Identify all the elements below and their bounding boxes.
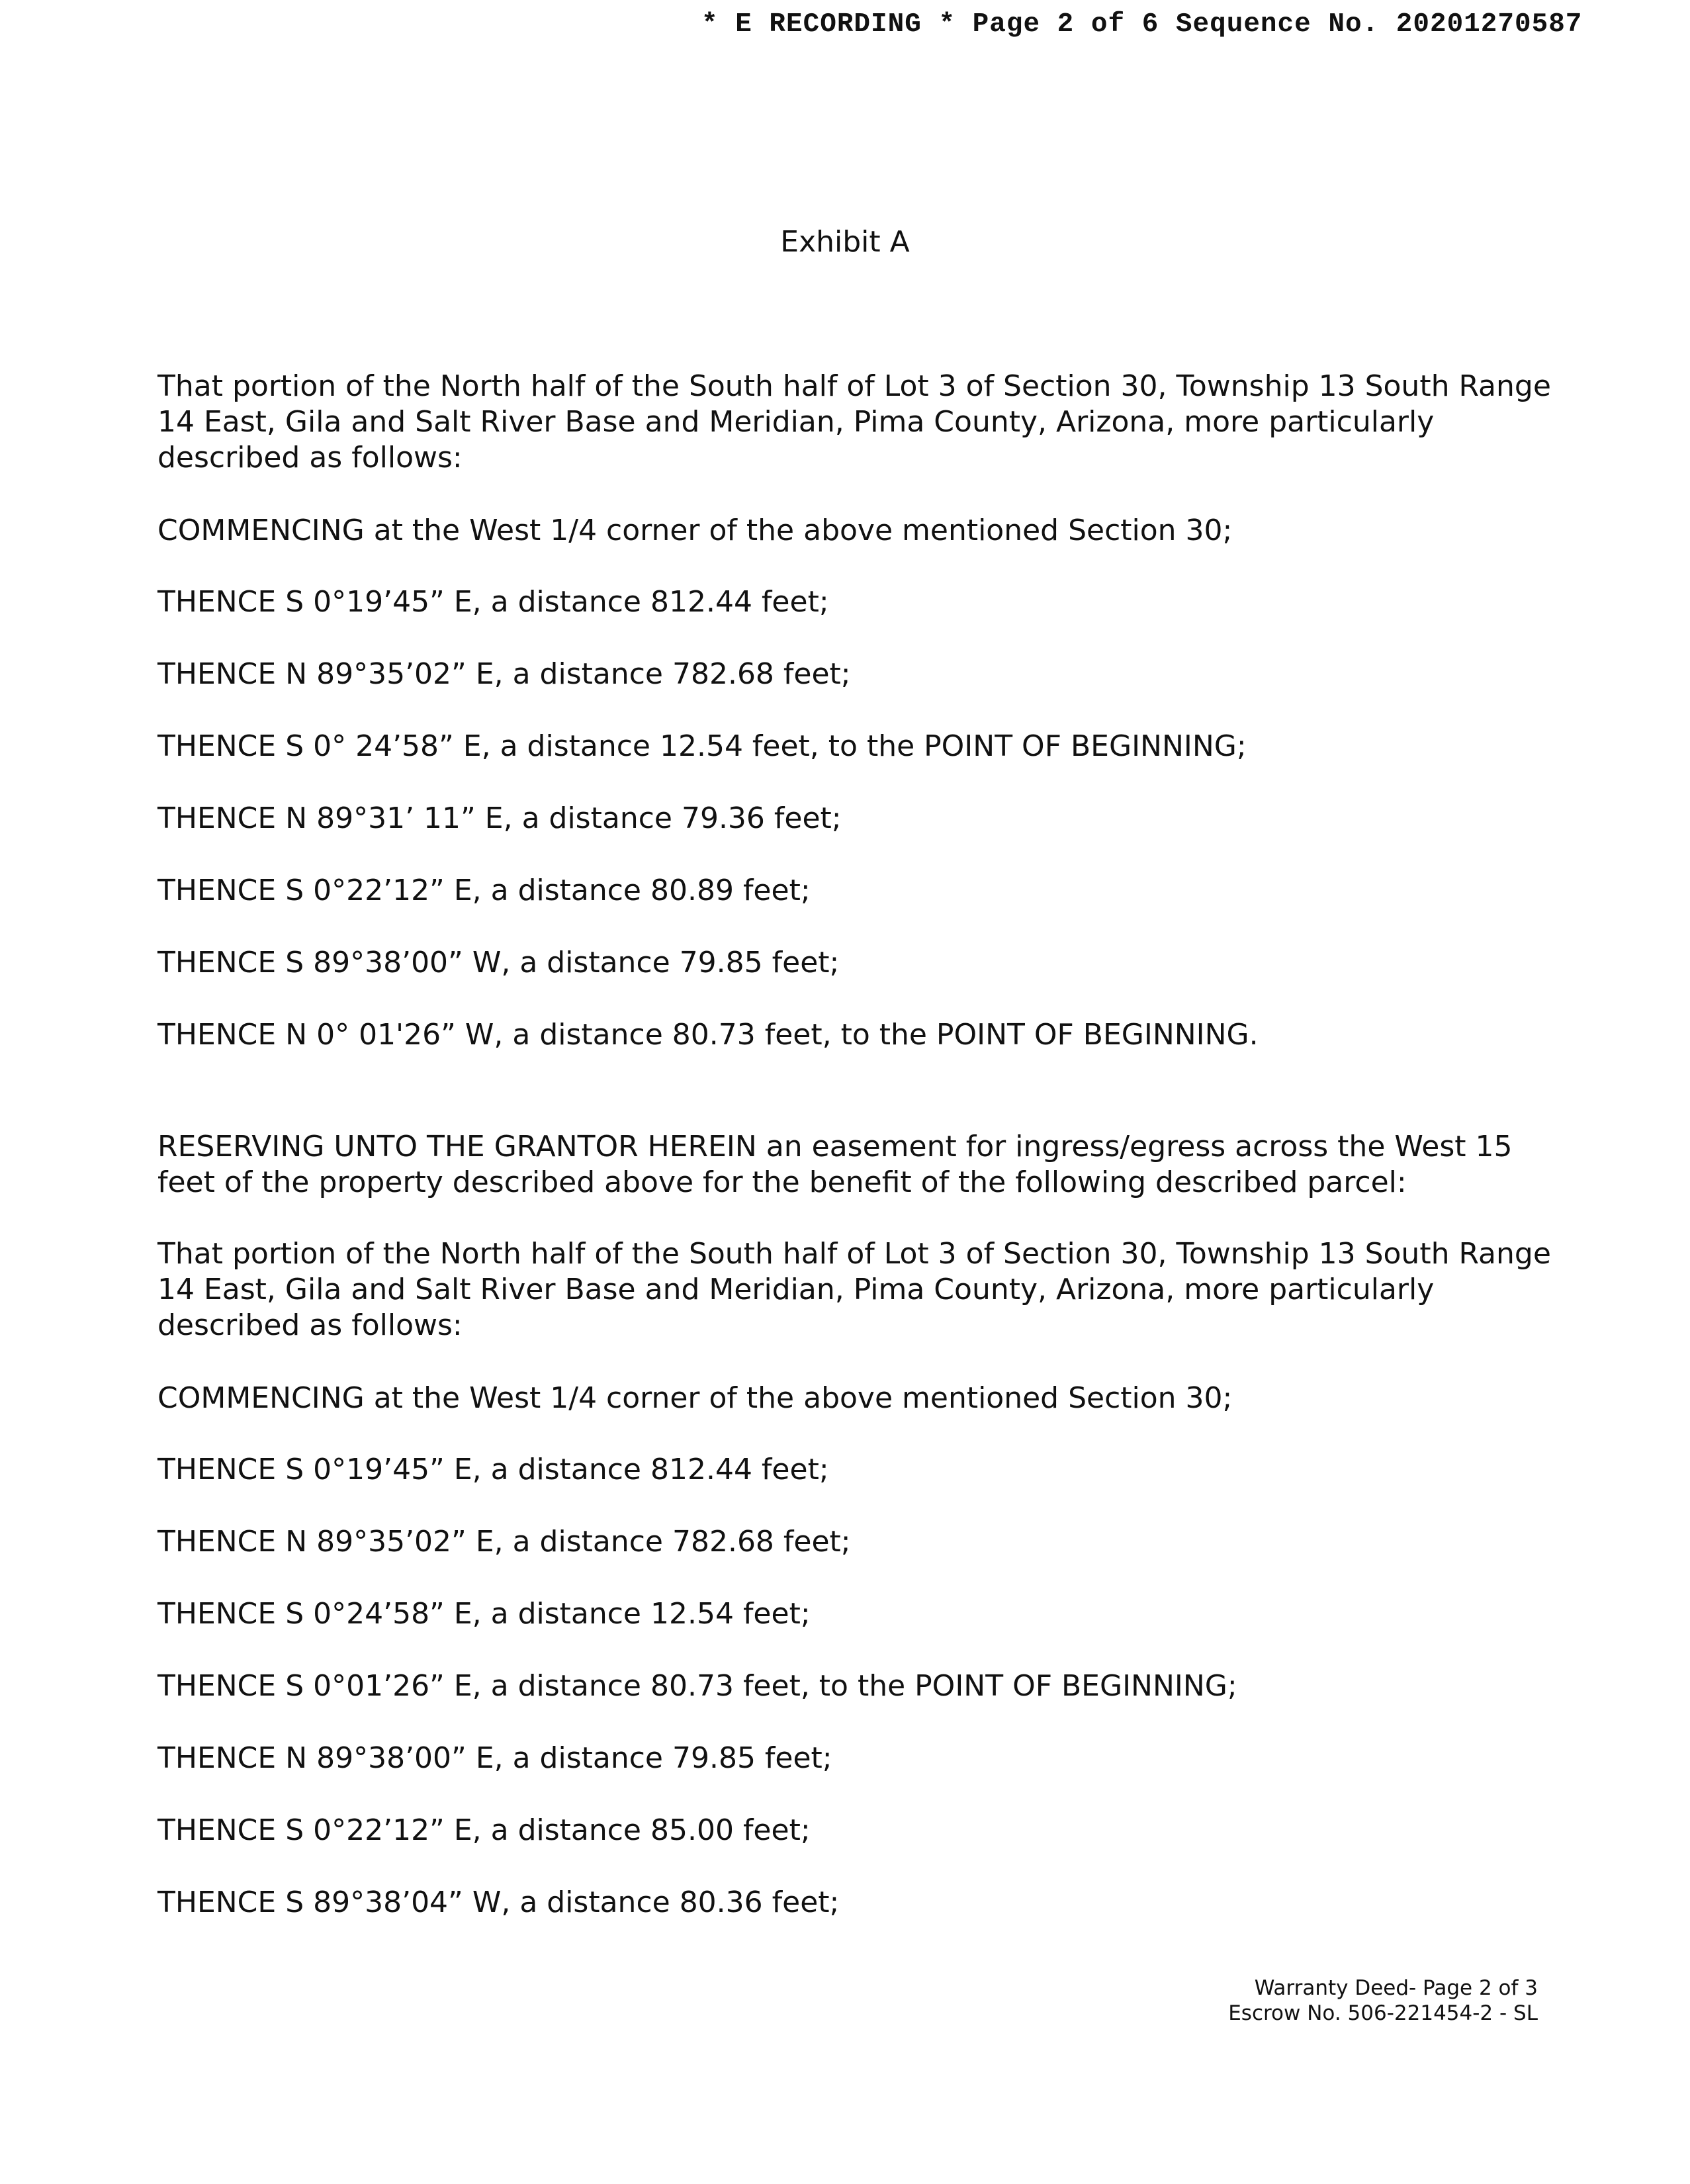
- parcel-1-call-4: THENCE N 89°31’ 11” E, a distance 79.36 feet;: [157, 801, 842, 835]
- parcel-1-description: That portion of the North half of the South half of Lot 3 of Section 30, Township 13 South Range 14 East, Gila and Salt River Base and Meridian, Pima County, Arizona, more particularly described as follows:: [157, 369, 1551, 475]
- parcel-1-call-1: THENCE S 0°19’45” E, a distance 812.44 feet;: [157, 585, 829, 619]
- easement-reservation: RESERVING UNTO THE GRANTOR HEREIN an easement for ingress/egress across the West 15 feet of the property described above for the benefit of the following described parcel:: [157, 1130, 1513, 1199]
- parcel-1-commencing: COMMENCING at the West 1/4 corner of the above mentioned Section 30;: [157, 514, 1233, 547]
- parcel-2-call-6: THENCE S 0°22’12” E, a distance 85.00 feet;: [157, 1813, 811, 1847]
- parcel-2-call-3: THENCE S 0°24’58” E, a distance 12.54 feet;: [157, 1597, 811, 1631]
- parcel-2-description: That portion of the North half of the South half of Lot 3 of Section 30, Township 13 South Range 14 East, Gila and Salt River Base and Meridian, Pima County, Arizona, more particularly described as follows:: [157, 1237, 1551, 1342]
- parcel-1-call-2: THENCE N 89°35’02” E, a distance 782.68 feet;: [157, 657, 851, 691]
- parcel-2-call-5: THENCE N 89°38’00” E, a distance 79.85 feet;: [157, 1741, 832, 1775]
- parcel-2-commencing: COMMENCING at the West 1/4 corner of the above mentioned Section 30;: [157, 1381, 1233, 1415]
- parcel-1-call-5: THENCE S 0°22’12” E, a distance 80.89 feet;: [157, 874, 811, 907]
- parcel-2-call-4: THENCE S 0°01’26” E, a distance 80.73 feet, to the POINT OF BEGINNING;: [157, 1669, 1237, 1703]
- parcel-1-call-3: THENCE S 0° 24’58” E, a distance 12.54 feet, to the POINT OF BEGINNING;: [157, 729, 1247, 763]
- parcel-2-call-2: THENCE N 89°35’02” E, a distance 782.68 feet;: [157, 1525, 851, 1559]
- parcel-1-call-6: THENCE S 89°38’00” W, a distance 79.85 feet;: [157, 946, 840, 979]
- parcel-1-call-7: THENCE N 0° 01'26” W, a distance 80.73 feet, to the POINT OF BEGINNING.: [157, 1018, 1259, 1052]
- parcel-2-call-7: THENCE S 89°38’04” W, a distance 80.36 feet;: [157, 1886, 840, 1919]
- recording-header: * E RECORDING * Page 2 of 6 Sequence No. 20201270587: [701, 9, 1583, 40]
- page-footer: [1228, 1976, 1538, 2026]
- exhibit-title: Exhibit A: [780, 225, 910, 259]
- parcel-2-call-1: THENCE S 0°19’45” E, a distance 812.44 feet;: [157, 1453, 829, 1486]
- footer-deed-page: Warranty Deed- Page 2 of 3: [1254, 1976, 1538, 2000]
- footer-escrow-number: Escrow No. 506-221454-2 - SL: [1228, 2001, 1538, 2025]
